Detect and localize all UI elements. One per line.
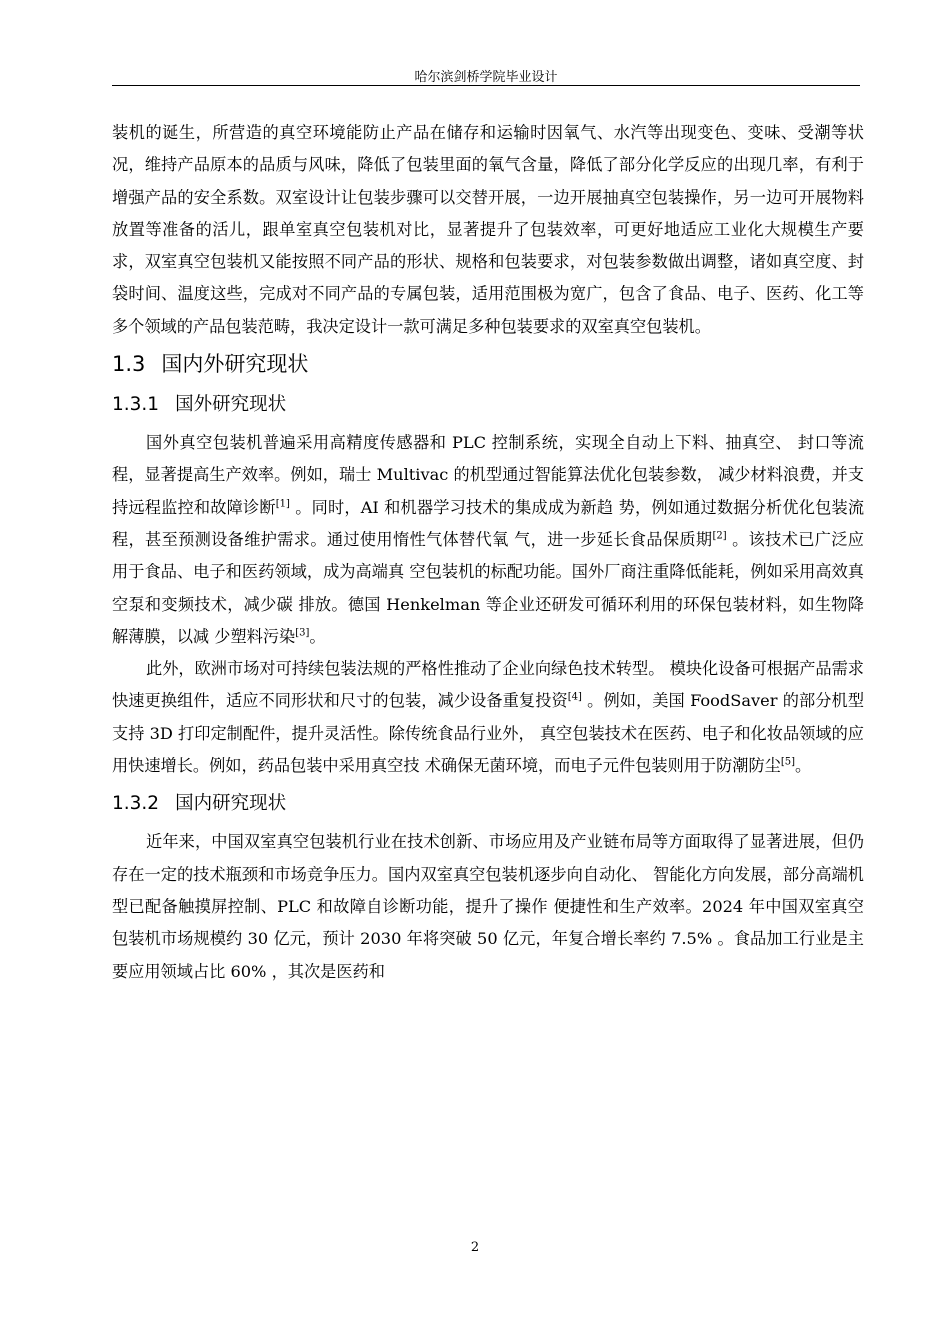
citation-ref: [5] bbox=[780, 756, 796, 768]
text-run: 。例如，美国 FoodSaver 的部分机型支持 3D 打印定制配件，提升灵活性。除传统食品行业外， 真空包装技术在医药、电子和化妆品领域的应用快速增长。例如，药品包装中采用真空技 术确保无菌环境，而电子元件包装则用于防潮防尘 bbox=[112, 691, 865, 776]
header-divider bbox=[112, 85, 860, 86]
page-number: 2 bbox=[470, 1240, 480, 1255]
section-heading-1-3 bbox=[112, 347, 864, 381]
subsection-heading-1-3-1 bbox=[112, 389, 864, 421]
subsection-heading-1-3-2 bbox=[112, 788, 864, 820]
text-run: 。该技术已广泛应用于食品、电子和医药领域，成为高端真 空包装机的标配功能。国外厂商注重降低能耗，例如采用高效真空泵和变频技术，减少碳 排放。德国 Henkelman 等企业还研发可循环利用的环保包装材料，如生物降解薄膜，以减 少塑料污染 bbox=[112, 529, 864, 646]
text-run: 。 bbox=[309, 626, 326, 646]
text-run: 国外真空包装机普遍采用高精度传感器和 PLC 控制系统，实现全自动上下料、抽真空、 封口等流程，显著提高生产效率。例如，瑞士 Multivac 的机型通过智能算法优化包装参数， 减少材料浪费，并支持远程监控和故障诊断 bbox=[112, 433, 864, 517]
domestic-research-paragraph-1: 近年来，中国双室真空包装机行业在技术创新、市场应用及产业链布局等方面取得了显著进展，但仍存在一定的技术瓶颈和市场竞争压力。国内双室真空包装机逐步向自动化、 智能化方向发展，部分高端机型已配备触摸屏控制、PLC 和故障自诊断功能，提升了操作 便捷性和生产效率。2024 年中国双室真空包装机市场规模约 30 亿元，预计 2030 年将突破 50 亿元，年复合增长率约 7.5% 。食品加工行业是主要应用领域占比 60% ，其次是医药和 bbox=[112, 832, 864, 981]
subsection-number: 1.3.1 bbox=[112, 394, 160, 416]
page-header: 哈尔滨剑桥学院毕业设计 bbox=[414, 70, 558, 85]
foreign-research-paragraph-1 bbox=[112, 427, 864, 653]
citation-ref: [1] bbox=[275, 498, 290, 510]
citation-ref: [4] bbox=[567, 692, 582, 704]
text-run: 。同时，AI 和机器学习技术的集成成为新趋 势，例如通过数据分析优化包装流程，甚至预测设备维护需求。通过使用惰性气体替代氧 气，进一步延长食品保质期 bbox=[112, 497, 865, 549]
subsection-title: 国内研究现状 bbox=[175, 793, 287, 815]
citation-ref: [3] bbox=[295, 627, 310, 639]
text-run: 此外，欧洲市场对可持续包装法规的严格性推动了企业向绿色技术转型。 模块化设备可根据产品需求快速更换组件，适应不同形状和尺寸的包装，减少设备重复投资 bbox=[112, 659, 864, 711]
section-title: 国内外研究现状 bbox=[161, 352, 309, 377]
document-body bbox=[112, 117, 864, 988]
foreign-research-paragraph-2 bbox=[112, 653, 864, 782]
subsection-title: 国外研究现状 bbox=[175, 394, 287, 416]
intro-paragraph: 装机的诞生，所营造的真空环境能防止产品在储存和运输时因氧气、水汽等出现变色、变味、受潮等状况，维持产品原本的品质与风味，降低了包装里面的氧气含量，降低了部分化学反应的出现几率，有利于增强产品的安全系数。双室设计让包装步骤可以交替开展，一边开展抽真空包装操作，另一边可开展物料放置等准备的活儿，跟单室真空包装机对比，显著提升了包装效率，可更好地适应工业化大规模生产要求，双室真空包装机又能按照不同产品的形状、规格和包装要求，对包装参数做出调整，诸如真空度、封袋时间、温度这些，完成对不同产品的专属包装，适用范围极为宽广，包含了食品、电子、医药、化工等多个领域的产品包装范畴，我决定设计一款可满足多种包装要求的双室真空包装机。 bbox=[112, 123, 864, 336]
citation-ref: [2] bbox=[712, 530, 727, 542]
section-number: 1.3 bbox=[112, 352, 146, 377]
text-run: 。 bbox=[795, 756, 812, 776]
subsection-number: 1.3.2 bbox=[112, 793, 160, 815]
